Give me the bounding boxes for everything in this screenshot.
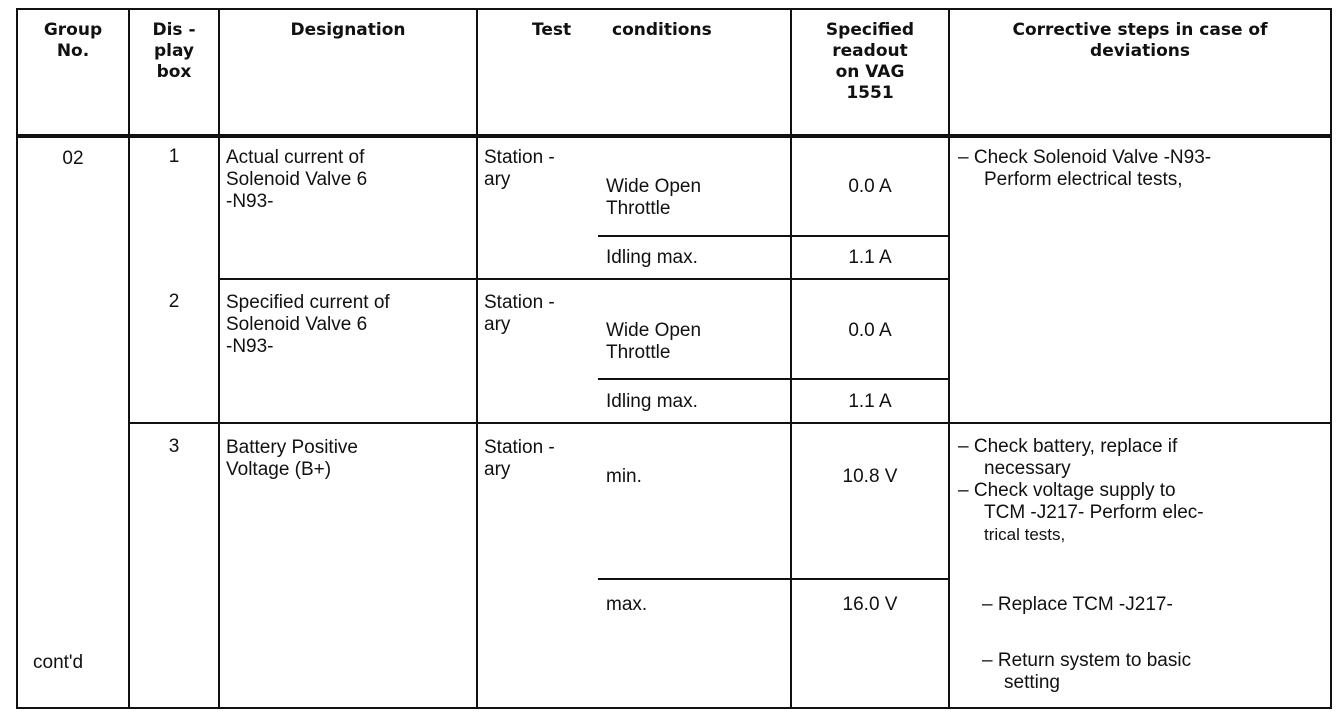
row-1-box: 1: [168, 146, 180, 167]
row-sep-1-2: [218, 278, 950, 280]
header-conditions: conditions: [612, 20, 712, 40]
header-divider: [16, 134, 1332, 138]
row-2-cond-1: Wide Open Throttle: [606, 320, 702, 363]
table-top-border: [16, 8, 1332, 10]
header-test: Test: [532, 20, 572, 40]
col-line-5: [948, 8, 950, 709]
col-line-3: [476, 8, 478, 709]
row-3-state: Station - ary: [484, 437, 555, 480]
row-3-readout-1: 10.8 V: [842, 466, 898, 487]
row-1-cond-1: Wide Open Throttle: [606, 176, 702, 219]
row-2-designation: Specified current of Solenoid Valve 6 -N93-: [226, 292, 390, 357]
header-group: Group No.: [43, 20, 103, 61]
row-1-designation: Actual current of Solenoid Valve 6 -N93-: [226, 147, 368, 212]
header-display-box: Dis - play box: [152, 20, 196, 82]
contd-label: cont'd: [33, 652, 84, 673]
cond-sep-1: [598, 235, 950, 237]
corrective-valve: – Check Solenoid Valve -N93- Perform electrical tests,: [958, 147, 1212, 190]
corrective-battery: – Check battery, replace if necessary – Check voltage supply to TCM -J217- Perform elec- trical tests,: [958, 436, 1204, 544]
row-3-designation: Battery Positive Voltage (B+): [226, 437, 358, 480]
table-bottom-border: [16, 707, 1332, 709]
row-2-box: 2: [168, 291, 180, 312]
row-3-box: 3: [168, 436, 180, 457]
header-corrective-steps: Corrective steps in case of deviations: [1012, 20, 1268, 61]
corrective-replace-tcm: – Replace TCM -J217-: [982, 594, 1173, 615]
col-line-6: [1330, 8, 1332, 709]
row-1-readout-1: 0.0 A: [848, 176, 892, 197]
group-number: 02: [62, 148, 84, 169]
row-1-readout-2: 1.1 A: [848, 247, 892, 268]
row-2-readout-2: 1.1 A: [848, 391, 892, 412]
row-1-state: Station - ary: [484, 147, 555, 190]
col-line-0: [16, 8, 18, 709]
row-2-state: Station - ary: [484, 292, 555, 335]
row-3-cond-2: max.: [606, 594, 648, 615]
row-1-cond-2: Idling max.: [606, 247, 698, 268]
cond-sep-3: [598, 578, 950, 580]
row-3-cond-1: min.: [606, 466, 642, 487]
header-specified-readout: Specified readout on VAG 1551: [825, 20, 915, 103]
col-line-1: [128, 8, 130, 709]
row-2-readout-1: 0.0 A: [848, 320, 892, 341]
corrective-basic-setting: – Return system to basic setting: [982, 650, 1192, 693]
col-line-2: [218, 8, 220, 709]
row-2-cond-2: Idling max.: [606, 391, 698, 412]
row-sep-2-3: [128, 422, 1332, 424]
header-designation: Designation: [290, 20, 406, 40]
cond-sep-2: [598, 378, 950, 380]
row-3-readout-2: 16.0 V: [842, 594, 898, 615]
